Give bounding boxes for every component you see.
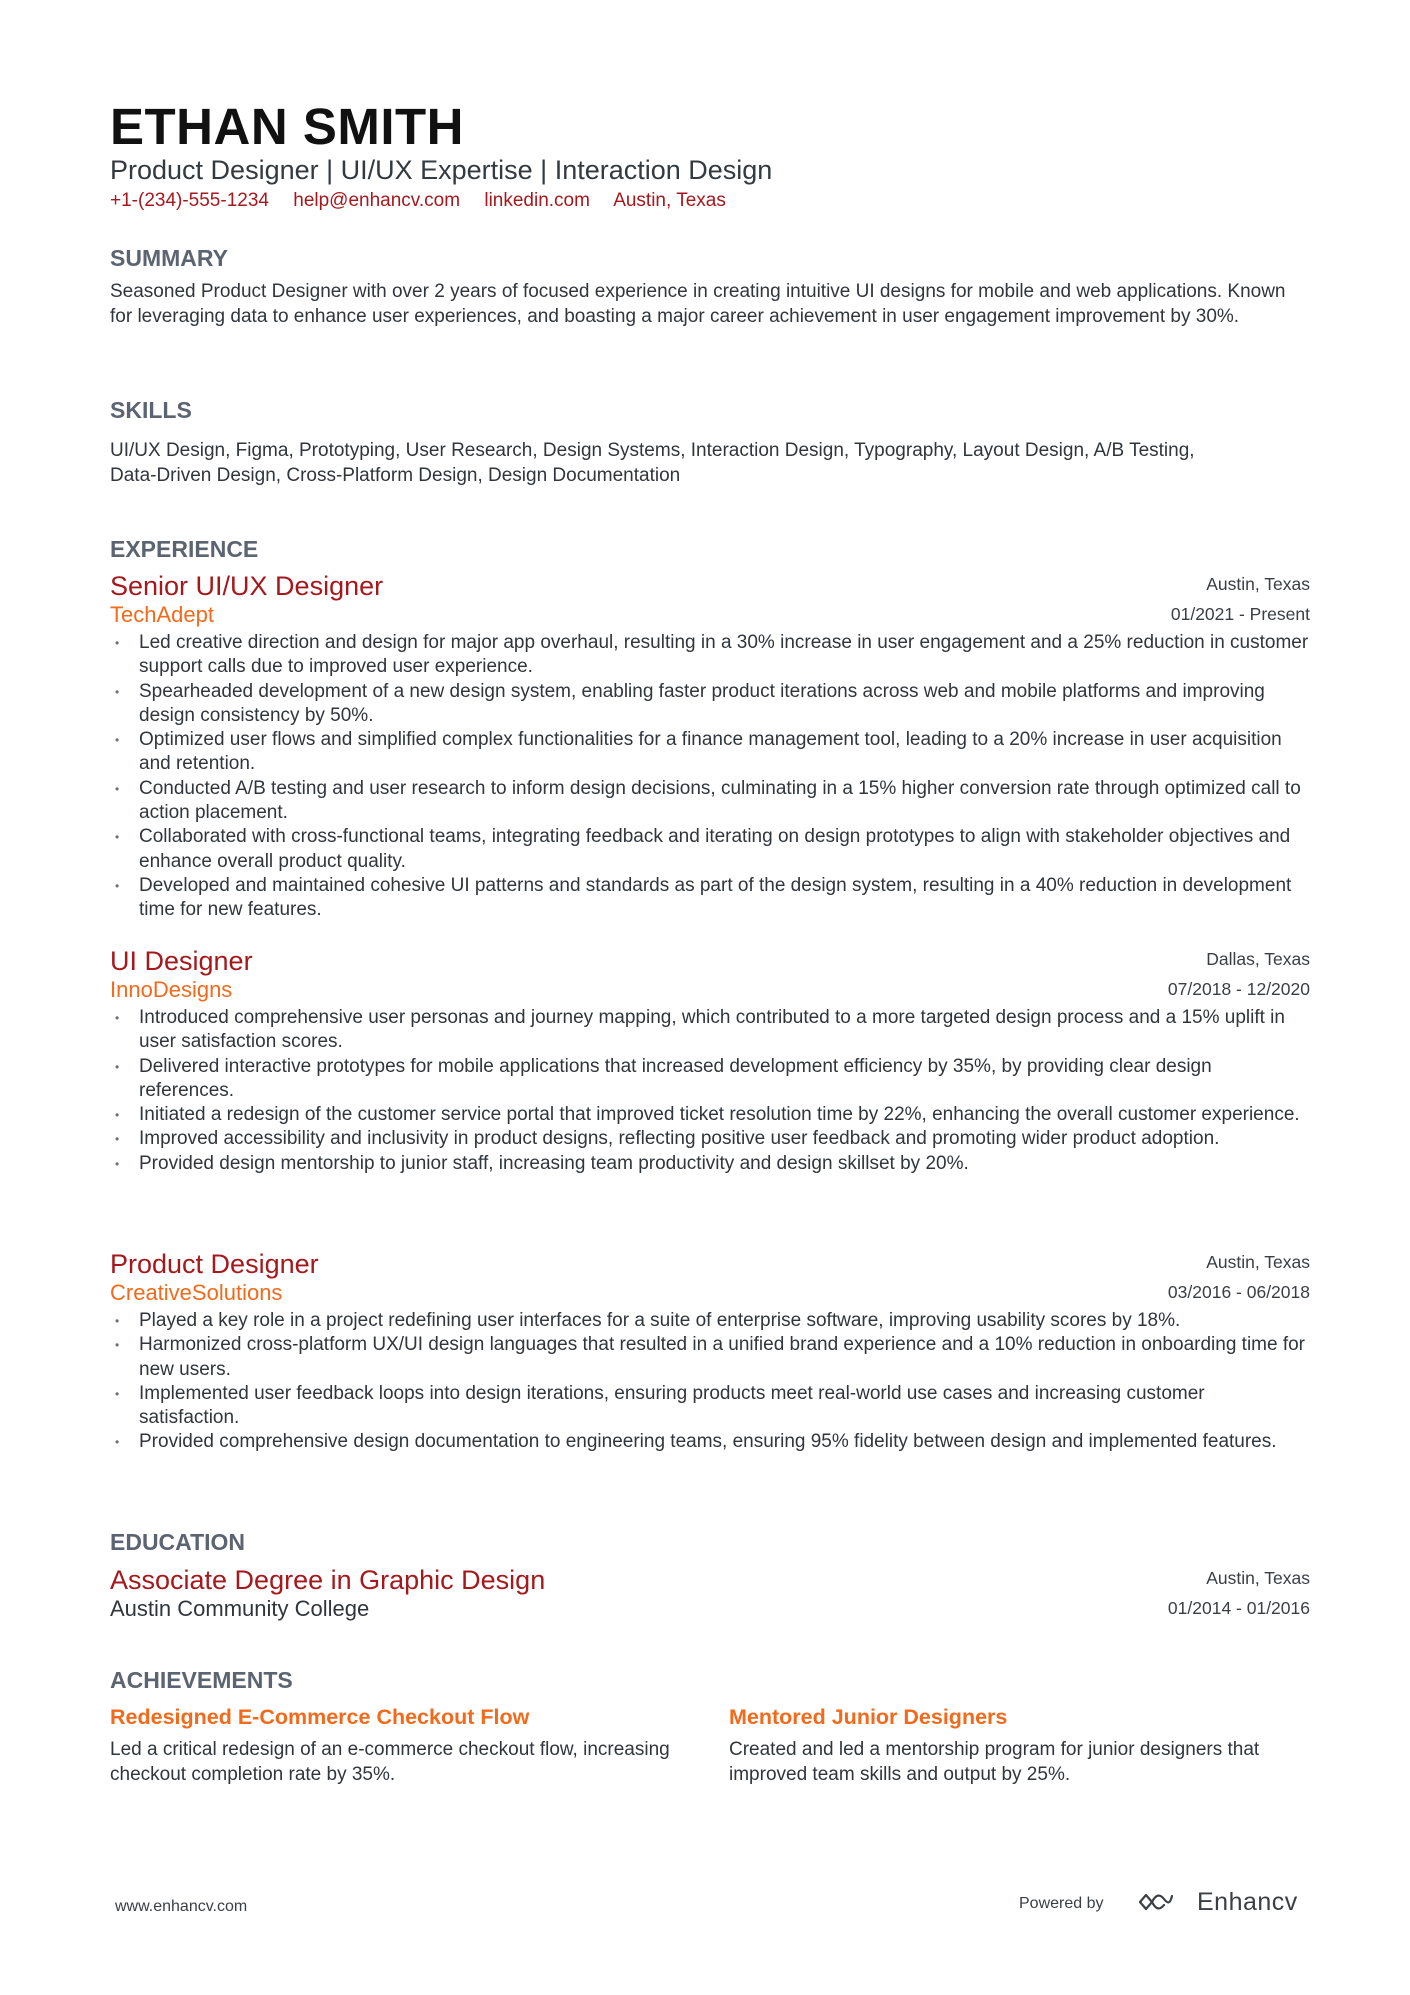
achievement-item [110,1704,695,1787]
list-item: • Led creative direction and design for major app overhaul, resulting in a 30% increase in user engagement and a 25% reduction in customer support calls due to improved user experience. [110,631,1310,680]
contact-row [110,189,745,213]
list-item: • Provided design mentorship to junior staff, increasing team productivity and design skillset by 20%. [110,1152,1310,1176]
job-company: TechAdept [110,602,214,627]
job-dates: 07/2018 - 12/2020 [1167,979,1310,999]
job-title: Senior UI/UX Designer [110,571,384,601]
job-location: Dallas, Texas [1206,949,1310,969]
education-location: Austin, Texas [1206,1568,1310,1588]
summary-text: Seasoned Product Designer with over 2 years of focused experience in creating intuitive UI designs for mobile and web applications. Known for leveraging data to enhance user experiences, and boasting a major career achievement in user engagement improvement by 30%. [110,281,1286,327]
candidate-headline: Product Designer | UI/UX Expertise | Interaction Design [110,155,773,185]
list-item: • Delivered interactive prototypes for mobile applications that increased development efficiency by 35%, by providing clear design references. [110,1055,1310,1104]
powered-by-label: Powered by [1019,1895,1104,1912]
list-item: • Introduced comprehensive user personas and journey mapping, which contributed to a more targeted design process and a 15% uplift in user satisfaction scores. [110,1006,1310,1055]
skills-text: UI/UX Design, Figma, Prototyping, User Research, Design Systems, Interaction Design, Typography, Layout Design, A/B Testing, Data-Driven Design, Cross-Platform Design, Design Documentation [110,440,1195,486]
job-dates: 01/2021 - Present [1170,604,1310,624]
list-item: • Collaborated with cross-functional teams, integrating feedback and iterating on design prototypes to align with stakeholder objectives and enhance overall product quality. [110,825,1310,874]
skills-heading: SKILLS [110,397,192,423]
education-dates: 01/2014 - 01/2016 [1167,1598,1310,1618]
job-location: Austin, Texas [1206,574,1310,594]
achievement-description: Led a critical redesign of an e-commerce checkout flow, increasing checkout completion rate by 35%. [110,1739,670,1785]
list-item: • Developed and maintained cohesive UI patterns and standards as part of the design system, resulting in a 40% reduction in development time for new features. [110,874,1310,923]
job-company: CreativeSolutions [110,1280,283,1305]
email-link[interactable]: help@enhancv.com [293,190,461,211]
footer-url-link[interactable]: www.enhancv.com [115,1898,248,1915]
experience-heading: EXPERIENCE [110,536,259,562]
phone-link[interactable]: +1-(234)-555-1234 [110,190,269,211]
achievement-title: Redesigned E-Commerce Checkout Flow [110,1705,530,1729]
achievement-item [729,1704,1314,1787]
list-item: • Improved accessibility and inclusivity in product designs, reflecting positive user feedback and promoting wider product adoption. [110,1127,1310,1151]
enhancv-logo-icon [1138,1890,1174,1914]
candidate-name: ETHAN SMITH [110,98,464,155]
list-item: • Optimized user flows and simplified complex functionalities for a finance management tool, leading to a 20% increase in user acquisition and retention. [110,728,1310,777]
school-name: Austin Community College [110,1596,370,1621]
achievement-title: Mentored Junior Designers [729,1705,1008,1729]
job-bullets [110,1006,1310,1176]
list-item: • Initiated a redesign of the customer service portal that improved ticket resolution time by 22%, enhancing the overall customer experience. [110,1103,1310,1127]
location-text: Austin, Texas [613,190,726,211]
list-item: • Implemented user feedback loops into design iterations, ensuring products meet real-world use cases and increasing customer satisfaction. [110,1382,1310,1431]
list-item: • Provided comprehensive design documentation to engineering teams, ensuring 95% fidelity between design and implemented features. [110,1430,1310,1454]
list-item: • Played a key role in a project redefining user interfaces for a suite of enterprise software, improving usability scores by 18%. [110,1309,1310,1333]
enhancv-brand-text[interactable]: Enhancv [1197,1888,1298,1916]
job-location: Austin, Texas [1206,1252,1310,1272]
job-bullets [110,631,1310,923]
list-item: • Harmonized cross-platform UX/UI design languages that resulted in a unified brand experience and a 10% reduction in onboarding time for new users. [110,1333,1310,1382]
linkedin-link[interactable]: linkedin.com [484,190,590,211]
list-item: • Conducted A/B testing and user research to inform design decisions, culminating in a 15% higher conversion rate through optimized call to action placement. [110,777,1310,826]
job-dates: 03/2016 - 06/2018 [1167,1282,1310,1302]
job-company: InnoDesigns [110,977,233,1002]
job-title: UI Designer [110,946,253,976]
education-heading: EDUCATION [110,1529,246,1555]
summary-heading: SUMMARY [110,245,228,271]
achievements-heading: ACHIEVEMENTS [110,1667,293,1693]
job-title: Product Designer [110,1249,319,1279]
degree-title: Associate Degree in Graphic Design [110,1565,546,1595]
list-item: • Spearheaded development of a new design system, enabling faster product iterations across web and mobile platforms and improving design consistency by 50%. [110,680,1310,729]
job-bullets [110,1309,1310,1455]
achievement-description: Created and led a mentorship program for junior designers that improved team skills and output by 25%. [729,1739,1260,1785]
